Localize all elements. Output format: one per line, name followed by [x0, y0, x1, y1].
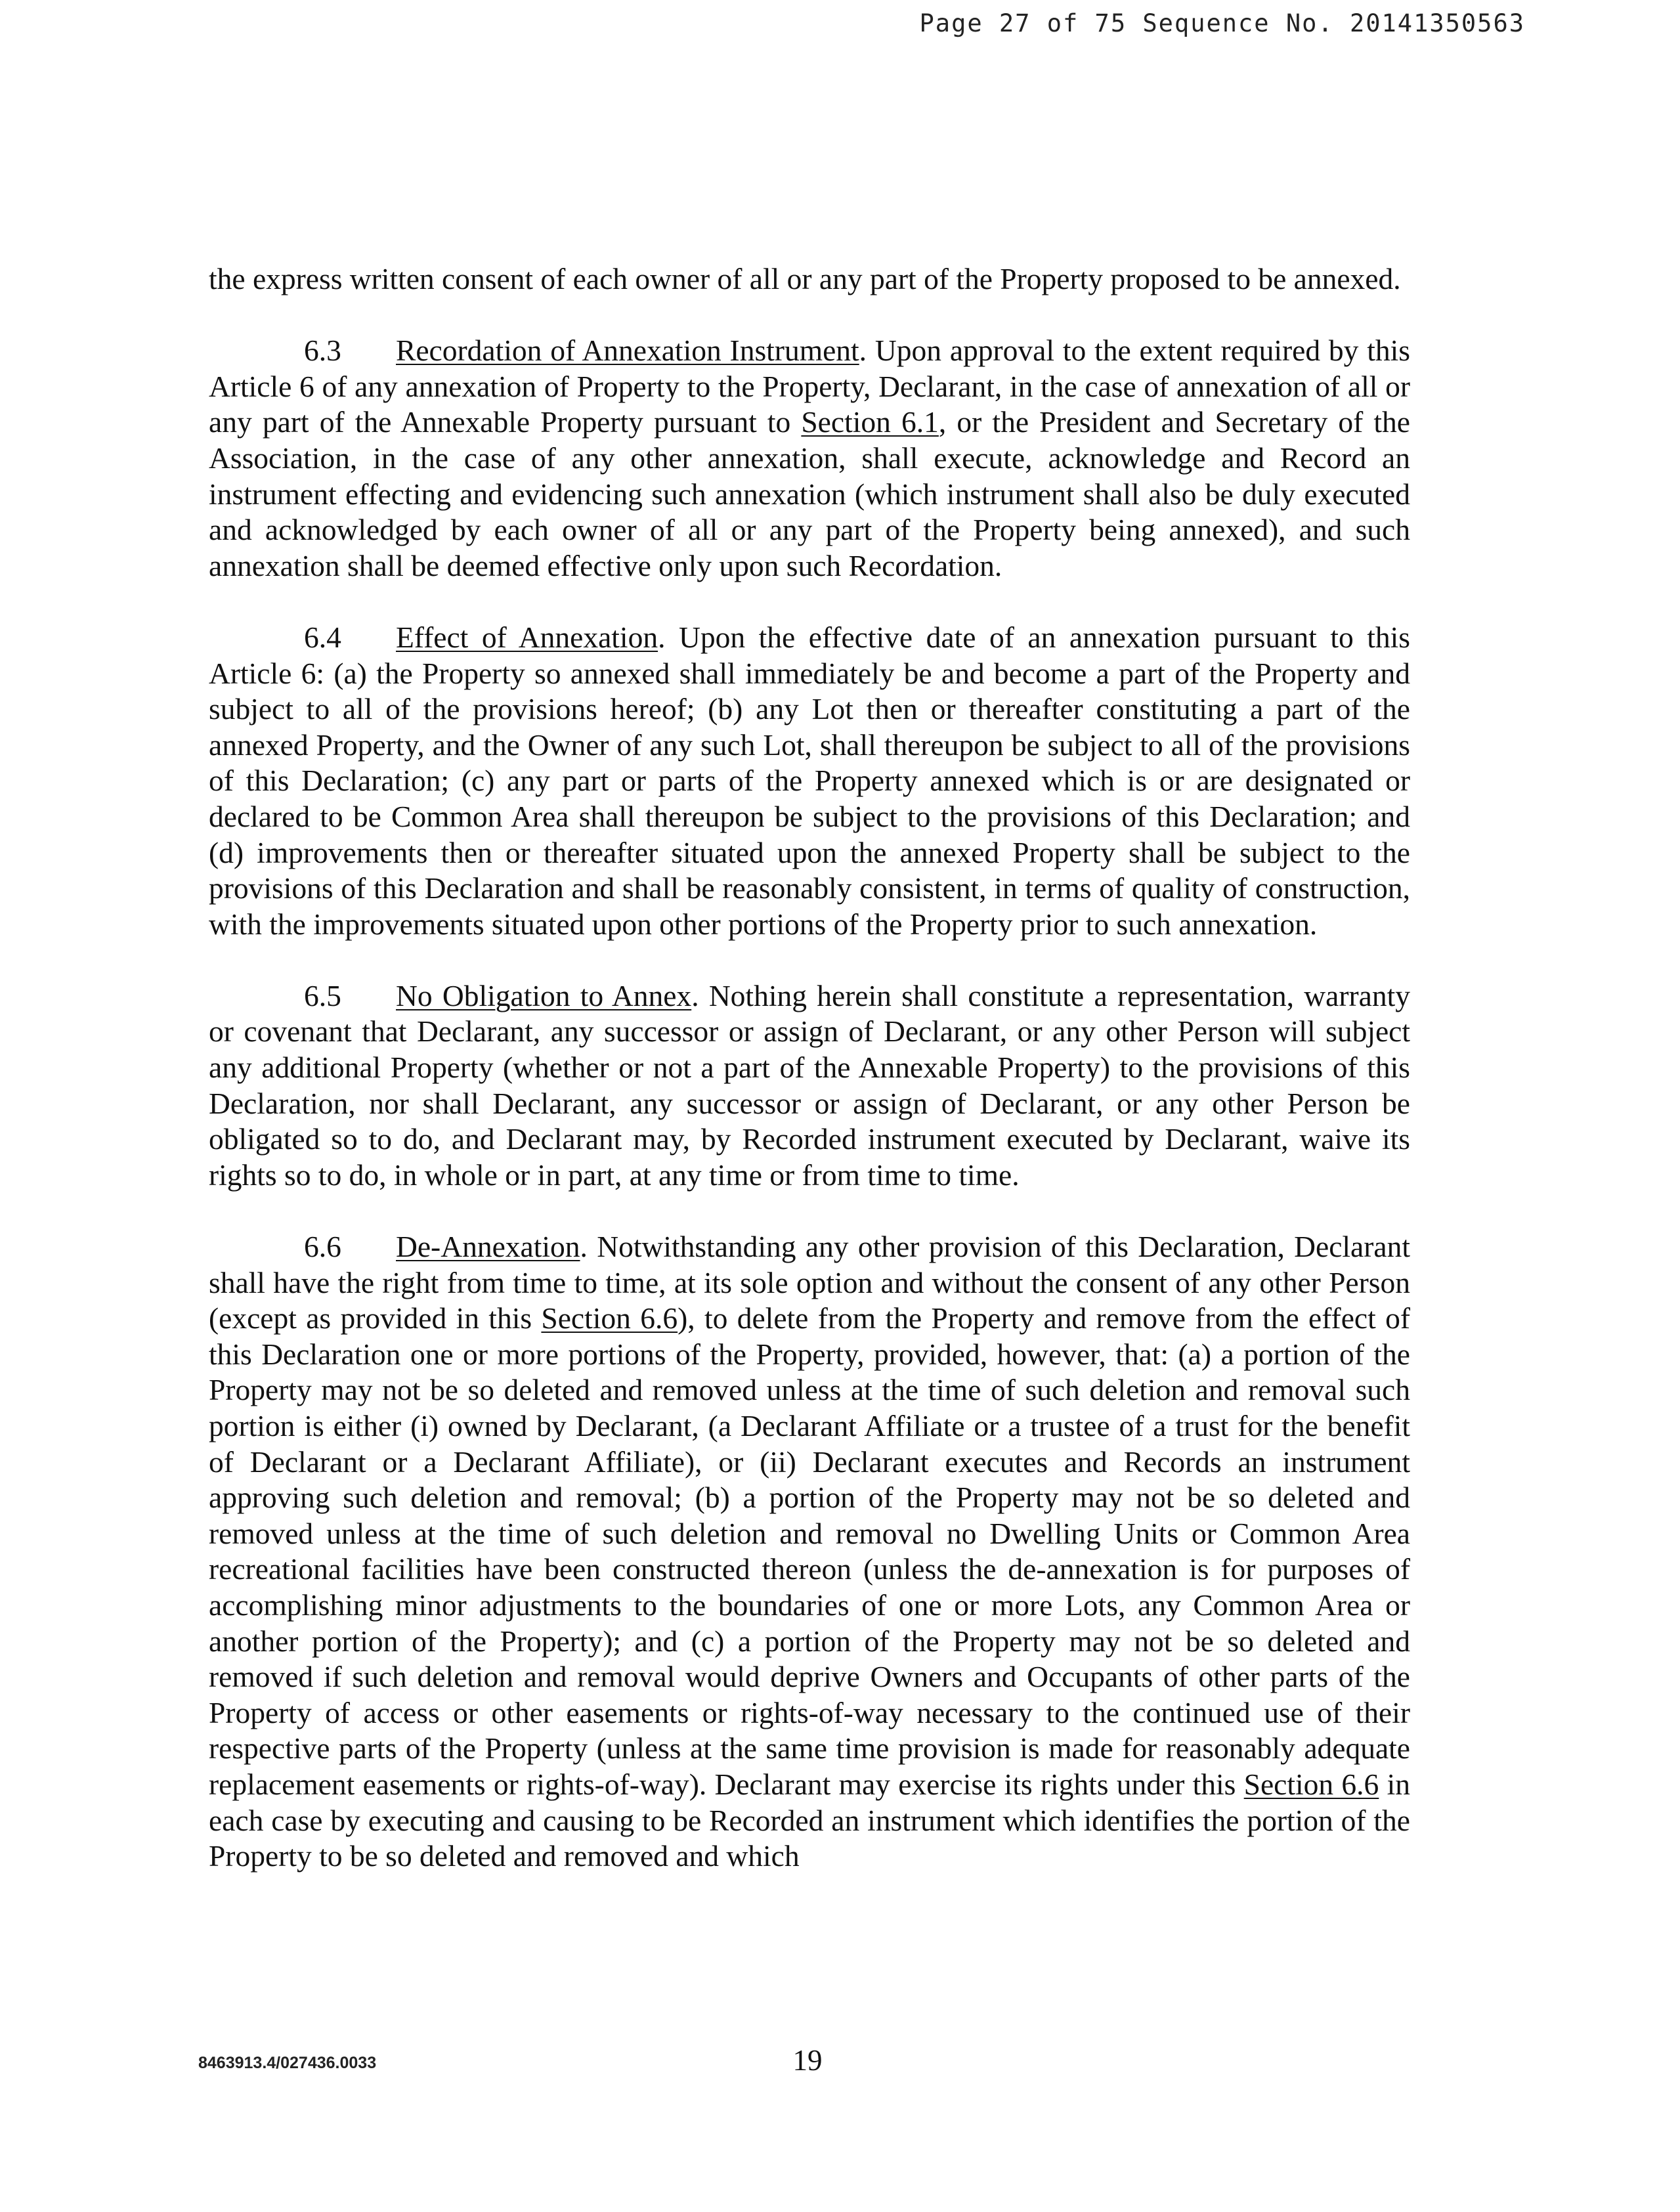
section-6-3 — [209, 333, 1410, 584]
section-text: . Upon approval to the extent required by this Article 6 of any annexation of Property to the Property, Declarant, in the case of annexation of all or any part of the Annexable Property pursuant to — [209, 334, 1410, 439]
section-text: . Upon the effective date of an annexation pursuant to this Article 6: (a) the Property so annexed shall immediately be and become a part of the Property and subject to all of the provisions hereof; (b) any Lot then or thereafter constituting a part of the annexed Property, and the Owner of any such Lot, shall thereupon be subject to all of the provisions of this Declaration; (c) any part or parts of the Property annexed which is or are designated or declared to be Common Area shall thereupon be subject to the provisions of this Declaration; and (d) improvements then or thereafter situated upon the annexed Property shall be subject to the provisions of this Declaration and shall be reasonably consistent, in terms of quality of construction, with the improvements situated upon other portions of the Property prior to such annexation. — [209, 620, 1410, 941]
footer-document-id: 8463913.4/027436.0033 — [198, 2054, 377, 2072]
section-title: No Obligation to Annex — [396, 978, 692, 1012]
section-number: 6.3 — [304, 334, 341, 368]
section-6-4 — [209, 620, 1410, 942]
page-number: 19 — [792, 2044, 823, 2077]
section-reference: Section 6.1 — [801, 405, 939, 439]
section-title: De-Annexation — [396, 1230, 580, 1264]
section-reference: Section 6.6 — [1243, 1767, 1379, 1801]
page-sequence-header: Page 27 of 75 Sequence No. 20141350563 — [919, 9, 1525, 37]
section-6-5 — [209, 978, 1410, 1194]
section-text: in each case by executing and causing to be Recorded an instrument which identifies the portion of the Property to be so deleted and removed and which — [209, 1767, 1410, 1873]
intro-paragraph: the express written consent of each owner of all or any part of the Property proposed to be annexed. — [209, 262, 1401, 295]
section-text: . Notwithstanding any other provision of this Declaration, Declarant shall have the right from time to time, at its sole option and without the consent of any other Person (except as provided in this — [209, 1230, 1410, 1335]
section-title: Effect of Annexation — [396, 620, 658, 654]
section-text: ), to delete from the Property and remove from the effect of this Declaration one or more portions of the Property, provided, however, that: (a) a portion of the Property may not be so deleted and removed unless at the time of such deletion and removal such portion is either (i) owned by Declarant, (a Declarant Affiliate or a trustee of a trust for the benefit of Declarant or a Declarant Affiliate), or (ii) Declarant executes and Records an instrument approving such deletion and removal; (b) a portion of the Property may not be so deleted and removed unless at the time of such deletion and removal no Dwelling Units or Common Area recreational facilities have been constructed thereon (unless the de-annexation is for purposes of accomplishing minor adjustments to the boundaries of one or more Lots, any Common Area or another portion of the Property); and (c) a portion of the Property may not be so deleted and removed if such deletion and removal would deprive Owners and Occupants of other parts of the Property of access or other easements or rights-of-way necessary to the continued use of their respective parts of the Property (unless at the same time provision is made for reasonably adequate replacement easements or rights-of-way). Declarant may exercise its rights under this — [209, 1301, 1410, 1801]
section-title: Recordation of Annexation Instrument — [396, 334, 859, 368]
section-number: 6.4 — [304, 620, 341, 654]
section-6-6 — [209, 1229, 1410, 1875]
section-text: , or the President and Secretary of the Association, in the case of any other annexation, shall execute, acknowledge and Record an instrument effecting and evidencing such annexation (which instrument shall also be duly executed and acknowledged by each owner of all or any part of the Property being annexed), and such annexation shall be deemed effective only upon such Recordation. — [209, 405, 1410, 582]
document-body — [209, 261, 1410, 1910]
section-number: 6.6 — [304, 1230, 341, 1264]
section-number: 6.5 — [304, 978, 341, 1012]
section-reference: Section 6.6 — [541, 1301, 678, 1335]
section-text: . Nothing herein shall constitute a representation, warranty or covenant that Declarant, any successor or assign of Declarant, or any other Person will subject any additional Property (whether or not a part of the Annexable Property) to the provisions of this Declaration, nor shall Declarant, any successor or assign of Declarant, or any other Person be obligated so to do, and Declarant may, by Recorded instrument executed by Declarant, waive its rights so to do, in whole or in part, at any time or from time to time. — [209, 978, 1410, 1192]
